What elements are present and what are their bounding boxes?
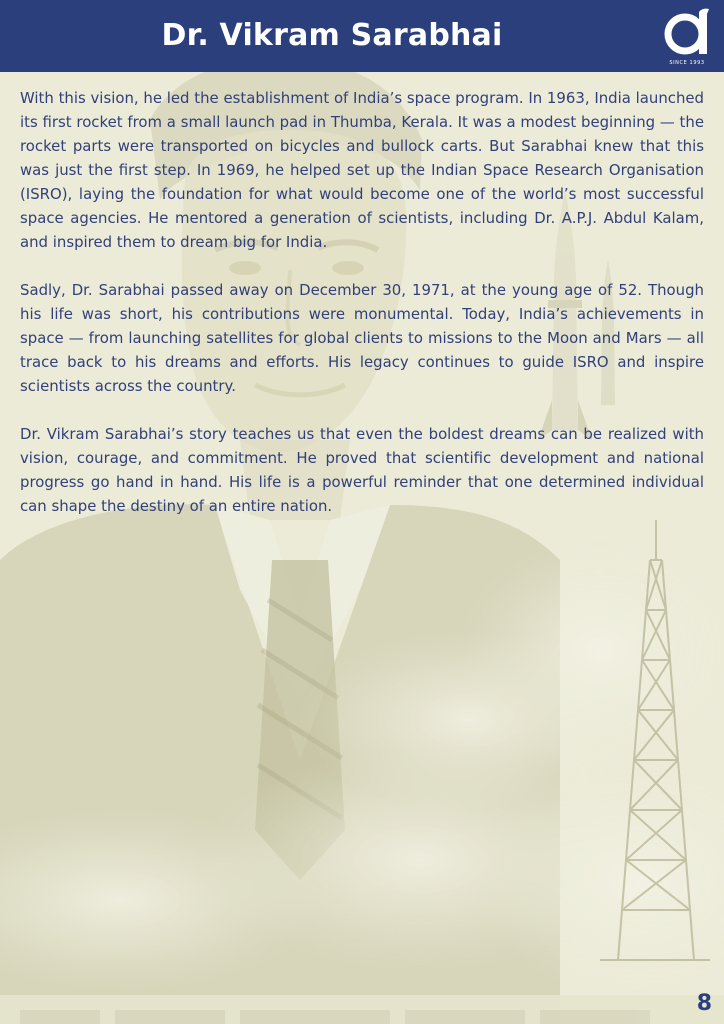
page-number: 8 <box>696 991 712 1016</box>
paragraph-3: Dr. Vikram Sarabhai’s story teaches us that even the boldest dreams can be realized with vision, courage, and commitment. He proved that scientific development and national progress go hand in hand. His life is a powerful reminder that one determined individual can shape the destiny of an entire nation. <box>20 425 704 515</box>
paragraph-2: Sadly, Dr. Sarabhai passed away on December 30, 1971, at the young age of 52. Though his life was short, his contributions were monumental. Today, India’s achievements in space — from launching satellites for global clients to missions to the Moon and Mars — all trace back to his dreams and efforts. His legacy continues to guide ISRO and inspire scientists across the country. <box>20 281 704 395</box>
publisher-logo-icon <box>655 6 719 68</box>
paragraph-1: With this vision, he led the establishment of India’s space program. In 1963, India launched its first rocket from a small launch pad in Thumba, Kerala. It was a modest beginning — the rocket parts were transported on bicycles and bullock carts. But Sarabhai knew that this was just the first step. In 1969, he helped set up the Indian Space Research Organisation (ISRO), laying the foundation for what would become one of the world’s most successful space agencies. He mentored a generation of scientists, including Dr. A.P.J. Abdul Kalam, and inspired them to dream big for India. <box>20 89 704 251</box>
title-banner <box>0 0 724 72</box>
article-body <box>20 86 704 542</box>
page-title: Dr. Vikram Sarabhai <box>161 18 503 53</box>
logo-tagline: SINCE 1993 <box>669 60 705 66</box>
